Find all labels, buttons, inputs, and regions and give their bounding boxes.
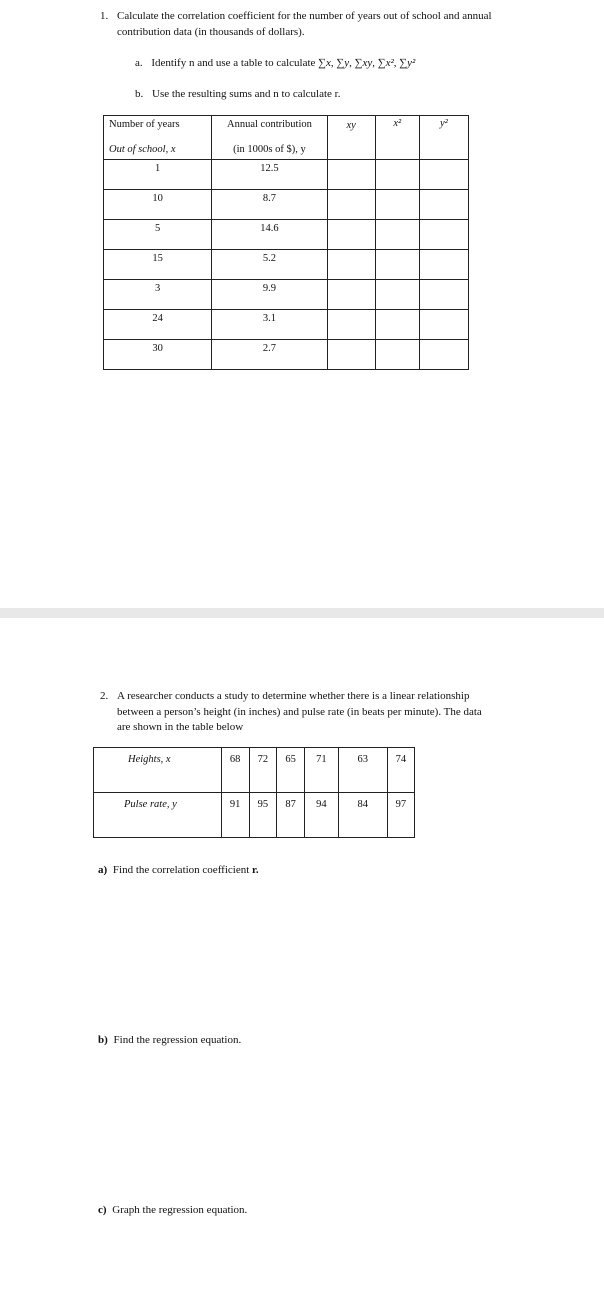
pulse-label: Pulse rate, y xyxy=(94,793,222,838)
cell-x: 3 xyxy=(104,280,212,310)
cell-x2[interactable] xyxy=(375,250,419,280)
height-cell: 72 xyxy=(249,748,276,793)
header-x-line1: Number of years xyxy=(109,119,180,130)
cell-y2[interactable] xyxy=(419,280,468,310)
q2-text-line1: A researcher conducts a study to determine whether there is a linear relationship xyxy=(117,690,470,702)
cell-y: 3.1 xyxy=(212,310,327,340)
page-break xyxy=(0,608,604,618)
cell-y: 5.2 xyxy=(212,250,327,280)
height-cell: 65 xyxy=(276,748,304,793)
q2-part-a-var: r. xyxy=(252,864,259,876)
sum-y2: ∑y² xyxy=(399,57,416,69)
q2-part-c-text: Graph the regression equation. xyxy=(112,1204,248,1216)
header-y-line1: Annual contribution xyxy=(227,119,312,130)
cell-xy[interactable] xyxy=(327,220,375,250)
cell-x: 10 xyxy=(104,190,212,220)
q1-part-a-text: Identify n and use a table to calculate xyxy=(151,57,316,69)
header-y xyxy=(212,116,327,160)
pulse-cell: 84 xyxy=(338,793,387,838)
q2-text-line3: are shown in the table below xyxy=(117,721,244,733)
cell-x2[interactable] xyxy=(375,160,419,190)
cell-x2[interactable] xyxy=(375,340,419,370)
q2-text-line2: between a person’s height (in inches) and pulse rate (in beats per minute). The data xyxy=(117,706,482,718)
cell-x: 5 xyxy=(104,220,212,250)
cell-y2[interactable] xyxy=(419,310,468,340)
cell-y: 2.7 xyxy=(212,340,327,370)
cell-x2[interactable] xyxy=(375,220,419,250)
header-x2: x² xyxy=(375,116,419,160)
q1-number: 1. xyxy=(100,10,109,22)
q1-part-b-label: b. xyxy=(135,88,144,100)
cell-x2[interactable] xyxy=(375,310,419,340)
table-row xyxy=(104,280,469,310)
table-row xyxy=(104,160,469,190)
height-cell: 63 xyxy=(338,748,387,793)
q1-text-line2: contribution data (in thousands of dollars). xyxy=(117,26,305,38)
height-cell: 74 xyxy=(387,748,414,793)
q1-text-line1: Calculate the correlation coefficient for the number of years out of school and annual xyxy=(117,10,492,22)
table-row xyxy=(94,793,415,838)
cell-y2[interactable] xyxy=(419,220,468,250)
q1-part-a: a. Identify n and use a table to calculate ∑x, ∑y, ∑xy, ∑x², ∑y² xyxy=(135,57,416,69)
cell-y2[interactable] xyxy=(419,250,468,280)
cell-xy[interactable] xyxy=(327,160,375,190)
cell-y: 8.7 xyxy=(212,190,327,220)
q2-number: 2. xyxy=(100,690,109,702)
cell-x: 30 xyxy=(104,340,212,370)
heights-label: Heights, x xyxy=(94,748,222,793)
pulse-cell: 95 xyxy=(249,793,276,838)
q2-part-b-text: Find the regression equation. xyxy=(113,1034,242,1046)
q1-part-a-label: a. xyxy=(135,57,143,69)
q2-part-a-text: Find the correlation coefficient xyxy=(112,864,250,876)
cell-y: 9.9 xyxy=(212,280,327,310)
pulse-cell: 94 xyxy=(305,793,338,838)
cell-x2[interactable] xyxy=(375,190,419,220)
table-row xyxy=(94,748,415,793)
cell-x: 15 xyxy=(104,250,212,280)
cell-y: 12.5 xyxy=(212,160,327,190)
header-y-line2: (in 1000s of $), y xyxy=(233,144,306,155)
sum-xy: ∑xy xyxy=(354,57,373,69)
q1-part-b-text: Use the resulting sums and n to calculate r. xyxy=(152,88,341,100)
sum-x: ∑x xyxy=(318,57,331,69)
q1-data-table xyxy=(103,115,469,370)
q2-part-b-label: b) xyxy=(98,1034,108,1046)
table-row xyxy=(104,220,469,250)
q2-data-table xyxy=(93,747,415,838)
q2-part-c xyxy=(98,1204,247,1216)
pulse-cell: 87 xyxy=(276,793,304,838)
cell-xy[interactable] xyxy=(327,340,375,370)
cell-y: 14.6 xyxy=(212,220,327,250)
cell-y2[interactable] xyxy=(419,190,468,220)
q2-part-b xyxy=(98,1034,241,1046)
pulse-cell: 97 xyxy=(387,793,414,838)
sum-x2: ∑x² xyxy=(377,57,394,69)
header-xy: xy xyxy=(327,116,375,160)
cell-x: 24 xyxy=(104,310,212,340)
q2-part-a xyxy=(98,864,259,876)
cell-xy[interactable] xyxy=(327,190,375,220)
pulse-cell: 91 xyxy=(221,793,249,838)
cell-xy[interactable] xyxy=(327,310,375,340)
q2-part-a-label: a) xyxy=(98,864,108,876)
table-row xyxy=(104,190,469,220)
table-row xyxy=(104,250,469,280)
height-cell: 68 xyxy=(221,748,249,793)
sum-y: ∑y xyxy=(336,57,350,69)
cell-y2[interactable] xyxy=(419,160,468,190)
table-row xyxy=(104,340,469,370)
header-x-line2: Out of school, x xyxy=(109,144,176,155)
cell-x: 1 xyxy=(104,160,212,190)
height-cell: 71 xyxy=(305,748,338,793)
cell-x2[interactable] xyxy=(375,280,419,310)
header-y2: y² xyxy=(419,116,468,160)
table-row xyxy=(104,310,469,340)
q1-part-b xyxy=(135,88,340,100)
q2-part-c-label: c) xyxy=(98,1204,107,1216)
header-x xyxy=(104,116,212,160)
cell-xy[interactable] xyxy=(327,250,375,280)
cell-xy[interactable] xyxy=(327,280,375,310)
cell-y2[interactable] xyxy=(419,340,468,370)
